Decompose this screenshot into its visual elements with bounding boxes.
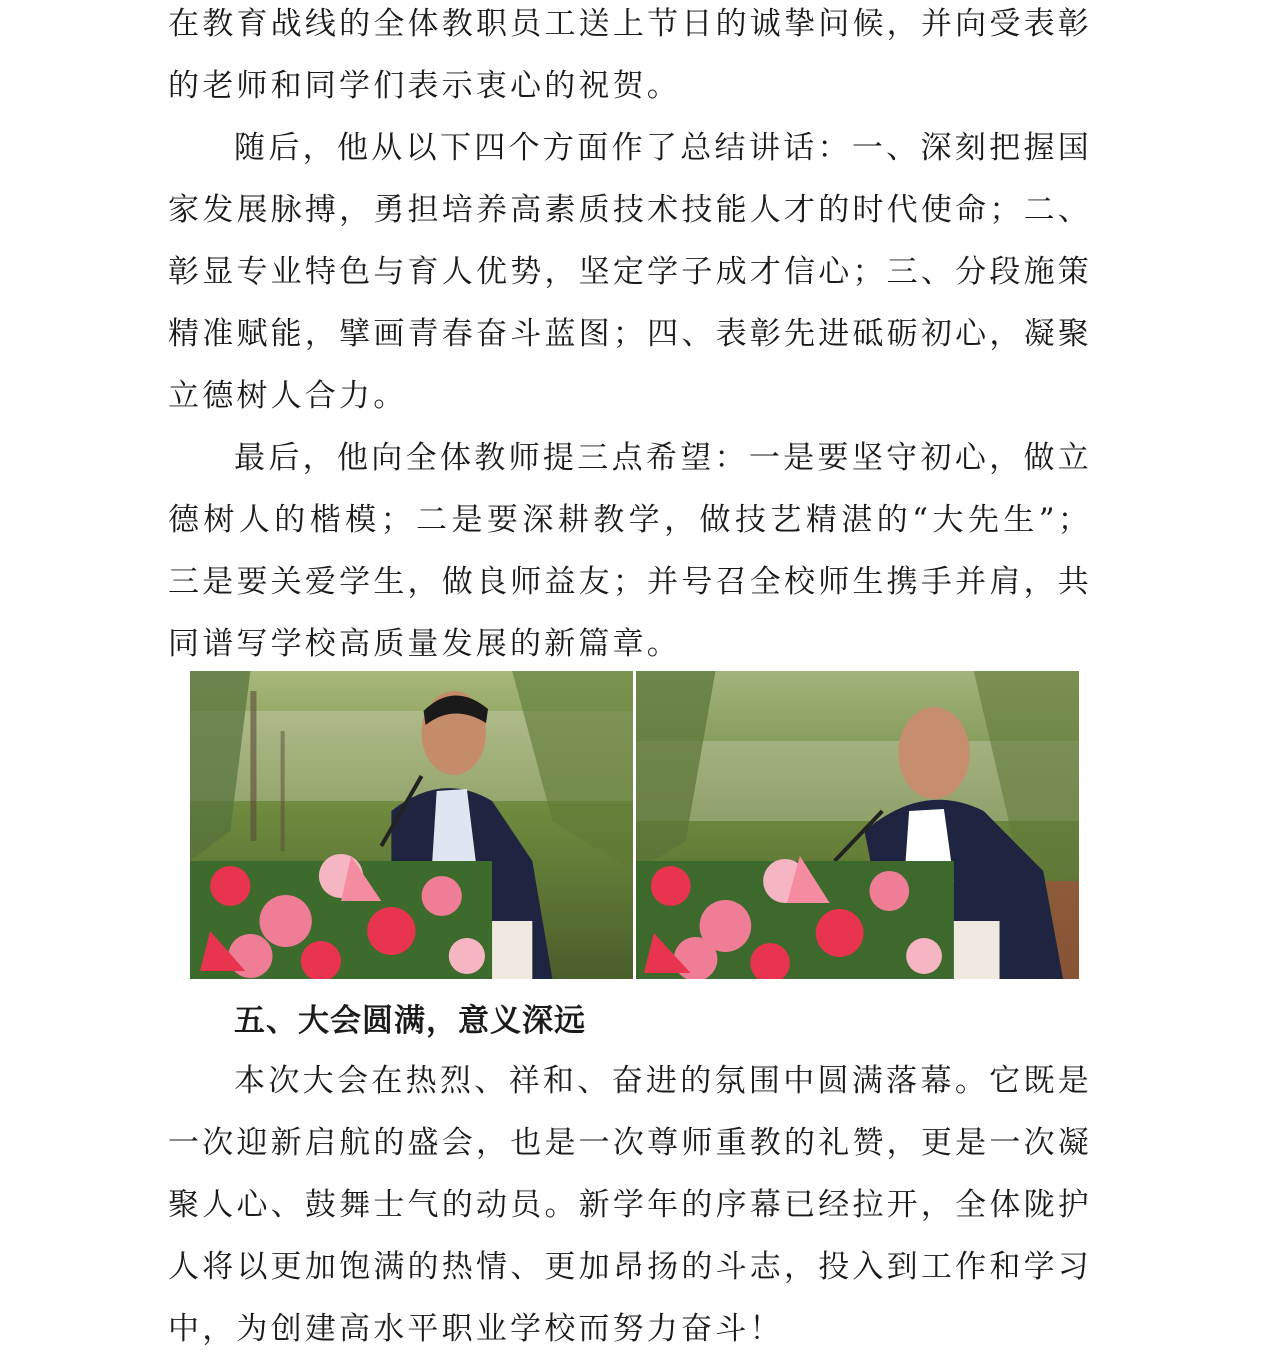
section-heading: 五、大会圆满，意义深远 bbox=[234, 1003, 586, 1039]
paragraph-greeting: 在教育战线的全体教职员工送上节日的诚挚问候，并向受表彰的老师和同学们表示衷心的祝贺。 bbox=[168, 6, 1092, 104]
paragraph-speech-summary: 随后，他从以下四个方面作了总结讲话：一、深刻把握国家发展脉搏，勇担培养高素质技术技能人才的时代使命；二、彰显专业特色与育人优势，坚定学子成才信心；三、分段施策精准赋能，擘画青春奋斗蓝图；四、表彰先进砥砺初心，凝聚立德树人合力。 bbox=[168, 130, 1092, 414]
speaker-at-podium-illustration bbox=[636, 671, 1079, 979]
paragraph-conclusion: 本次大会在热烈、祥和、奋进的氛围中圆满落幕。它既是一次迎新启航的盛会，也是一次尊师重教的礼赞，更是一次凝聚人心、鼓舞士气的动员。新学年的序幕已经拉开，全体陇护人将以更加饱满的热情、更加昂扬的斗志，投入到工作和学习中，为创建高水平职业学校而努力奋斗！ bbox=[168, 1063, 1092, 1347]
speaker-photo-left bbox=[190, 671, 633, 979]
paragraph-hopes: 最后，他向全体教师提三点希望：一是要坚守初心，做立德树人的楷模；二是要深耕教学，做技艺精湛的“大先生”；三是要关爱学生，做良师益友；并号召全校师生携手并肩，共同谱写学校高质量发展的新篇章。 bbox=[168, 440, 1092, 662]
speaker-photo-right bbox=[636, 671, 1079, 979]
speaker-at-podium-illustration bbox=[190, 671, 633, 979]
photo-strip bbox=[190, 671, 1079, 979]
